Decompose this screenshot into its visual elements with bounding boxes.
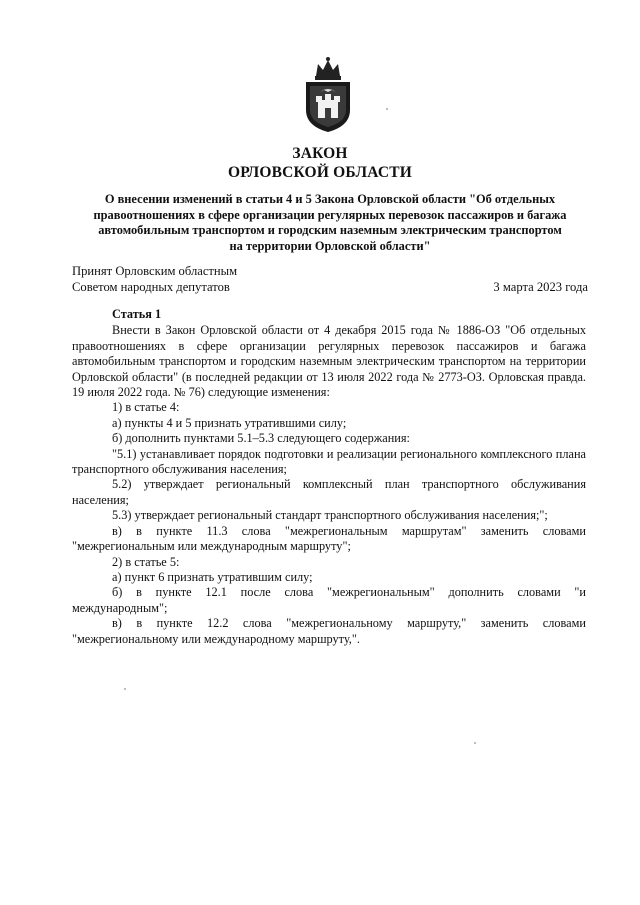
orel-oblast-coat-of-arms-icon — [298, 56, 358, 134]
adoption-line: Советом народных депутатов — [72, 280, 230, 294]
body-paragraph: Внести в Закон Орловской области от 4 декабря 2015 года № 1886-ОЗ "Об отдельных правоотношениях в сфере организации регулярных перевозок пассажиров и багажа автомобильным транспортом и городским наземным электрическим транспортом на территории Орловской области" (в последней редакции от 13 июля 2022 года № 2773-ОЗ. Орловская правда. 19 июля 2022 года. № 76) следующие изменения: — [72, 323, 586, 400]
subject-line: правоотношениях в сфере организации регулярных перевозок пассажиров и багажа — [93, 207, 567, 222]
document-title-line1: ЗАКОН — [292, 145, 348, 162]
body-paragraph: 5.2) утверждает региональный комплексный план транспортного обслуживания населения; — [72, 477, 586, 507]
scan-speck — [124, 688, 126, 690]
body-paragraph: 2) в статье 5: — [112, 554, 180, 569]
body-paragraph: а) пункт 6 признать утратившим силу; — [112, 569, 313, 584]
adoption-line: Принят Орловским областным — [72, 264, 238, 278]
scan-speck — [386, 108, 388, 110]
body-paragraph: б) в пункте 12.1 после слова "межрегиональным" дополнить словами "и международным"; — [72, 585, 586, 615]
body-paragraph: 1) в статье 4: — [112, 400, 180, 415]
law-subject-heading — [80, 192, 580, 254]
body-paragraph: а) пункты 4 и 5 признать утратившими силу; — [112, 415, 347, 430]
subject-line: на территории Орловской области" — [229, 238, 431, 253]
law-body — [72, 307, 586, 647]
document-title-line2: ОРЛОВСКОЙ ОБЛАСТИ — [227, 164, 413, 181]
body-paragraph: б) дополнить пунктами 5.1–5.3 следующего содержания: — [112, 431, 410, 446]
body-paragraph: "5.1) устанавливает порядок подготовки и реализации регионального комплексного плана транспортного обслуживания населения; — [72, 446, 586, 477]
adoption-note — [72, 263, 237, 295]
article-heading: Статья 1 — [112, 307, 162, 321]
scan-speck — [474, 742, 476, 744]
body-paragraph: 5.3) утверждает региональный стандарт транспортного обслуживания населения;"; — [112, 508, 548, 523]
body-paragraph: в) в пункте 11.3 слова "межрегиональным маршрутам" заменить словами "межрегиональным или международным маршруту"; — [72, 523, 586, 554]
adoption-date: 3 марта 2023 года — [493, 280, 588, 294]
subject-line: О внесении изменений в статьи 4 и 5 Закона Орловской области "Об отдельных — [104, 192, 556, 206]
body-paragraph: в) в пункте 12.2 слова "межрегиональному маршруту," заменить словами "межрегиональному или международному маршруту,". — [72, 616, 586, 646]
subject-line: автомобильным транспортом и городским наземным электрическим транспортом — [98, 223, 562, 238]
